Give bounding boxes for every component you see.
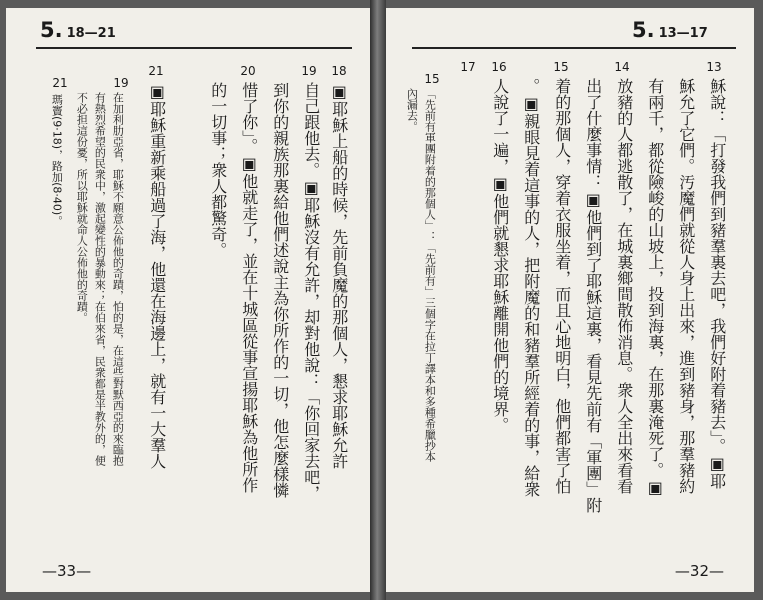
verse-number-13: 13 [706, 60, 722, 74]
footnote-column: 不必担這份憂，所以耶穌就命人公佈他的奇蹟。 [75, 92, 89, 323]
section-header [632, 18, 708, 42]
page-number: —32— [674, 562, 724, 580]
footnote-reference [49, 94, 64, 554]
text-column: 自己跟他去。▣耶穌沒有允許，却對他說：「你回家去吧， [301, 82, 321, 501]
text-column: 。▣親眼見着這事的人，把附魔的和豬羣所經着的事，給衆 [521, 78, 541, 497]
text-column: 放豬的人都逃散了，在城裏鄉間散佈消息。衆人全出來看看 [614, 78, 634, 494]
note-number-19: 19 [113, 76, 129, 90]
section-header [40, 18, 116, 42]
text-column: ▣耶穌上船的時候，先前負魔的那個人，懇求耶穌允許 [329, 82, 349, 469]
verse-number-18: 18 [331, 64, 347, 78]
text-column: 人說了一遍，▣他們就懇求耶穌離開他們的境界。 [490, 78, 510, 433]
verse-number-17: 17 [460, 60, 476, 74]
verse-number-21: 21 [148, 64, 164, 78]
reference-luke: (8·40) [50, 182, 64, 216]
text-column: 的一切事；衆人都驚奇。 [208, 82, 228, 258]
footnote-column: 「先前有軍團附着的那個人」：「先前有」三個字在拉丁譯本和多種希臘抄本 [423, 88, 437, 462]
footnote-column: 內漏去。 [405, 88, 419, 132]
right-page [386, 8, 754, 592]
text-column: ▣耶穌重新乘船過了海，他還在海邊上，就有一大羣人 [147, 82, 167, 469]
section-number: 5. [632, 18, 655, 42]
verse-range: 18—21 [66, 26, 116, 41]
reference-end: 。 [50, 215, 64, 227]
verse-range: 13—17 [658, 26, 708, 41]
verse-number-19: 19 [301, 64, 317, 78]
note-number-21: 21 [52, 76, 68, 90]
section-number: 5. [40, 18, 63, 42]
footnote-column: 在加利肋亞省，耶穌不願意公佈他的奇蹟，怕的是，在這些對默西亞的來臨抱 [111, 92, 125, 466]
text-column: 着的那個人，穿着衣服坐着，而且心地明白，他們都害了怕 [552, 78, 572, 494]
text-column: 有兩千，都從險峻的山坡上，投到海裏，在那裏淹死了。▣ [645, 78, 665, 497]
verse-number-15: 15 [553, 60, 569, 74]
text-column: 穌允了它們。汚魔們就從人身上出來，進到豬身，那羣豬約 [676, 78, 696, 494]
text-column: 穌說：「打發我們到豬羣裏去吧，我們好附着豬去」。▣耶 [707, 78, 727, 489]
note-number-15: 15 [424, 72, 440, 86]
text-column: 出了什麼事情：▣他們到了耶穌這裏，看見先前有「軍團」附 [583, 78, 603, 513]
reference-book-luke: ，路加 [50, 149, 64, 183]
verse-number-14: 14 [614, 60, 630, 74]
header-rule [36, 47, 352, 49]
page-number: —33— [42, 562, 92, 580]
header-rule [412, 47, 736, 49]
reference-matthew: (9·18) [50, 116, 64, 150]
verse-number-20: 20 [240, 64, 256, 78]
book-gutter [370, 0, 386, 600]
verse-number-16: 16 [491, 60, 507, 74]
text-column: 到你的親族那裏給他們述說主為你所作的一切，他怎麼樣憐 [270, 82, 290, 498]
left-page [6, 8, 370, 592]
text-column: 惜了你」。▣他就走了，並在十城區從事宣揚耶穌為他所作 [239, 82, 259, 493]
footnote-column: 有熱烈希望的民衆中，激起變性的暴動來；在伯來省，民衆都是半教外的，便 [93, 92, 107, 466]
reference-book-matthew: 瑪竇 [50, 94, 64, 116]
